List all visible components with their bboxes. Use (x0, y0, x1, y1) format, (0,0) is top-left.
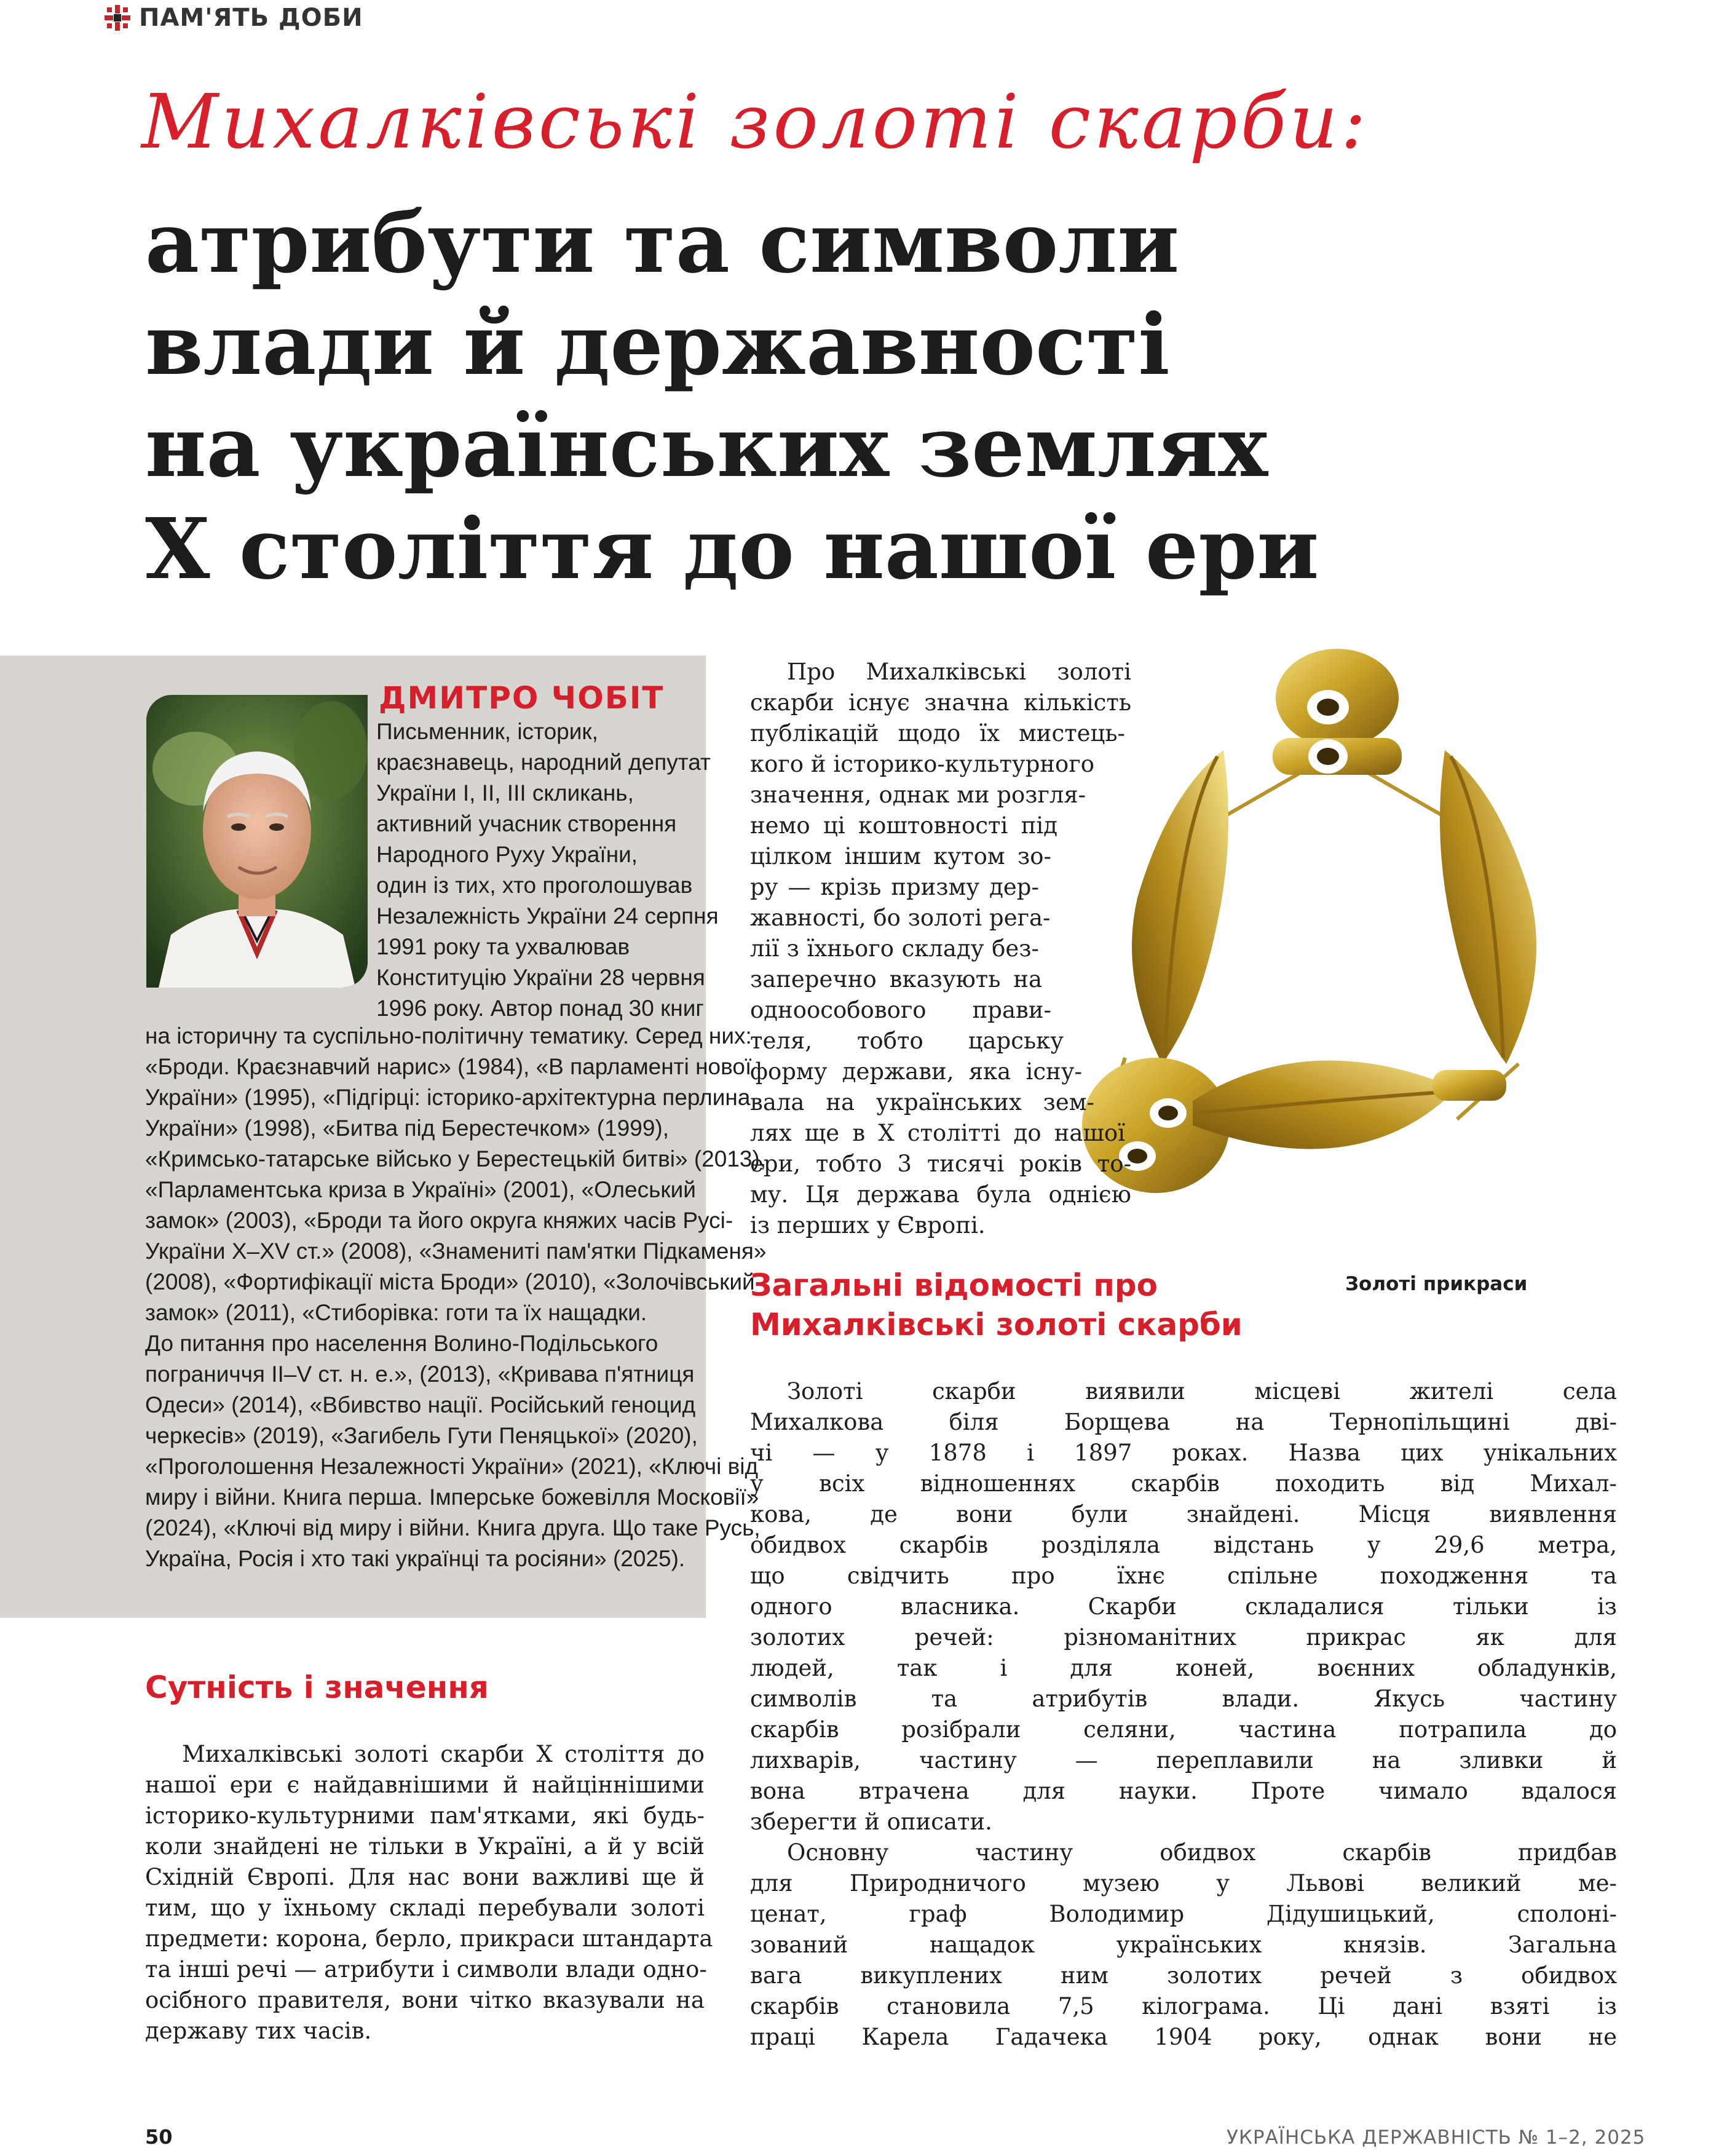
text-line: предмети: корона, берло, прикраси штандарта (145, 1925, 713, 1952)
bio-line: пограниччя II–V ст. н. е.», (2013), «Кривава п'ятниця (145, 1361, 695, 1387)
bio-line: Незалежність України 24 серпня (376, 903, 719, 929)
text-line: та інші речі — атрибути і символи влади одно- (145, 1956, 707, 1983)
text-line: у всіх відношеннях скарбів походить від Михал- (750, 1470, 1617, 1497)
text-line: чі — у 1878 і 1897 роках. Назва цих унікальних (750, 1440, 1617, 1466)
text-line: для Природничого музею у Львові великий ме- (750, 1870, 1617, 1896)
bio-line: Конституцію України 28 червня (376, 965, 705, 990)
bio-line: Одеси» (2014), «Вбивство нації. Російський геноцид (145, 1392, 696, 1417)
text-line: лії з їхнього складу без- (750, 935, 1039, 962)
text-line: державу тих часів. (145, 2018, 372, 2044)
author-portrait-icon (146, 695, 368, 988)
text-line: жавності, бо золоті рега- (750, 905, 1051, 931)
text-line: лихварів, частину — переплавили на зливки й (750, 1747, 1617, 1774)
text-line: значення, однак ми розгля- (750, 782, 1086, 808)
text-line: праці Карела Гадачека 1904 року, однак вони не (750, 2024, 1617, 2050)
author-name: ДМИТРО ЧОБІТ (379, 680, 665, 716)
bio-line: України I, II, III скликань, (376, 780, 634, 806)
title-line: влади й державності (145, 296, 1170, 394)
bio-line: Народного Руху України, (376, 842, 638, 867)
text-line: лях ще в Х столітті до нашої (750, 1120, 1125, 1146)
figure-caption: Золоті прикраси (1345, 1273, 1528, 1295)
text-line: заперечно вказують на (750, 966, 1042, 993)
text-line: вага викуплених ним золотих речей з обидвох (750, 1962, 1617, 1989)
text-line: цілком іншим кутом зо- (750, 843, 1051, 870)
text-line: тим, що у їхньому складі перебували золоті (145, 1895, 705, 1921)
text-line: Основну частину обидвох скарбів придбав (787, 1839, 1617, 1866)
title-line: Х століття до нашої ери (145, 500, 1319, 598)
text-line: із перших у Європі. (750, 1212, 986, 1239)
bio-line: «Броди. Краєзнавчий нарис» (1984), «В парламенті нової (145, 1054, 752, 1079)
text-line: ру — крізь призму дер- (750, 874, 1039, 900)
text-line: ери, тобто 3 тисячі років то- (750, 1151, 1131, 1177)
text-line: золотих речей: різноманітних прикрас як для (750, 1624, 1617, 1651)
text-line: му. Ця держава була однією (750, 1181, 1131, 1208)
text-line: коли знайдені не тільки в Україні, а й у всій (145, 1833, 705, 1860)
text-line: символів та атрибутів влади. Якусь частину (750, 1686, 1617, 1712)
text-line: Східній Європі. Для нас вони важливі ще й (145, 1864, 705, 1890)
bio-line: (2024), «Ключі від миру і війни. Книга друга. Що таке Русь, (145, 1515, 761, 1540)
bio-line: Письменник, історик, (376, 719, 598, 744)
heading-line: Загальні відомості про (750, 1267, 1158, 1303)
text-line: публікацій щодо їх мистець- (750, 720, 1125, 747)
bio-line: «Проголошення Незалежності України» (2021), «Ключі від (145, 1454, 759, 1479)
text-line: форму держави, яка існу- (750, 1058, 1082, 1085)
text-line: зований нащадок українських князів. Загальна (750, 1932, 1617, 1958)
section-tag (102, 0, 363, 36)
bio-line: (2008), «Фортифікації міста Броди» (2010), «Золочівський (145, 1269, 755, 1294)
text-line: кова, де вони були знайдені. Місця виявлення (750, 1501, 1617, 1528)
text-line: історико-культурними пам'ятками, які будь- (145, 1802, 705, 1829)
section-heading-essence: Сутність і значення (145, 1670, 489, 1705)
section-heading-general (750, 1266, 1243, 1344)
bio-line: 1991 року та ухвалював (376, 934, 630, 959)
title-main (145, 192, 1621, 600)
essence-body (145, 1739, 713, 2047)
title-line: атрибути та символи (145, 194, 1180, 292)
author-photo (146, 695, 368, 988)
text-line: кого й історико-культурного (750, 751, 1094, 777)
bio-line: 1996 року. Автор понад 30 книг (376, 996, 704, 1021)
page-number: 50 (145, 2125, 173, 2149)
title-line: на українських землях (145, 398, 1268, 496)
section-label: ПАМ'ЯТЬ ДОБИ (139, 4, 363, 32)
journal-name: УКРАЇНСЬКА ДЕРЖАВНІСТЬ № 1–2, 2025 (1227, 2126, 1646, 2149)
title-script-line: Михалківські золоті скарби: (141, 78, 1369, 165)
intro-paragraph (750, 657, 1131, 1241)
bio-line: один із тих, хто проголошував (376, 873, 693, 898)
text-line: теля, тобто царську (750, 1028, 1064, 1054)
text-line: обидвох скарбів розділяла відстань у 29,6 метра, (750, 1532, 1617, 1558)
ornament-icon (102, 2, 133, 33)
author-bio-bottom (145, 1021, 767, 1574)
text-line: нашої ери є найдавнішими й найціннішими (145, 1772, 705, 1798)
text-line: що свідчить про їхнє спільне походження та (750, 1563, 1617, 1589)
text-line: зберегти й описати. (750, 1809, 992, 1835)
bio-line: Україна, Росія і хто такі українці та росіяни» (2025). (145, 1546, 686, 1571)
bio-line: України X–XV ст.» (2008), «Знамениті пам'ятки Підкаменя» (145, 1239, 767, 1264)
bio-line: «Парламентська криза в Україні» (2001), «Олеський (145, 1177, 696, 1202)
bio-line: «Кримсько-татарське військо у Берестецькій битві» (2013), (145, 1146, 767, 1171)
bio-line: замок» (2003), «Броди та його округа княжих часів Русі- (145, 1208, 733, 1233)
bio-line: України» (1998), «Битва під Берестечком» (1999), (145, 1116, 670, 1141)
general-body (750, 1376, 1617, 2053)
text-line: скарбів становила 7,5 кілограма. Ці дані взяті із (750, 1993, 1617, 2019)
text-line: вала на українських зем- (750, 1089, 1094, 1116)
text-line: осібного правителя, вони чітко вказували на (145, 1987, 705, 2013)
bio-line: на історичну та суспільно-політичну тематику. Серед них: (145, 1023, 752, 1048)
bio-line: До питання про населення Волино-Подільського (145, 1331, 658, 1356)
text-line: ценат, граф Володимир Дідушицький, сполоні- (750, 1901, 1617, 1927)
text-line: вона втрачена для науки. Проте чимало вдалося (750, 1778, 1617, 1804)
text-line: немо ці коштовності під (750, 812, 1057, 839)
text-line: людей, так і для коней, воєнних обладунків, (750, 1655, 1617, 1681)
bio-line: краєзнавець, народний депутат (376, 750, 711, 775)
text-line: одноособового прави- (750, 997, 1051, 1023)
text-line: Золоті скарби виявили місцеві жителі села (787, 1378, 1617, 1405)
text-line: Михалківські золоті скарби X століття до (182, 1741, 705, 1767)
bio-line: миру і війни. Книга перша. Імперське божевілля Московії» (145, 1484, 759, 1510)
text-line: скарби існує значна кількість (750, 689, 1131, 716)
text-line: Михалкова біля Борщева на Тернопільщині дві- (750, 1409, 1617, 1435)
author-bio-top (376, 716, 719, 1024)
bio-line: черкесів» (2019), «Загибель Гути Пеняцької» (2020), (145, 1423, 698, 1448)
heading-line: Михалківські золоті скарби (750, 1307, 1243, 1342)
text-line: Про Михалківські золоті (787, 659, 1131, 685)
bio-line: України» (1995), «Підгірці: історико-архітектурна перлина (145, 1085, 751, 1110)
text-line: скарбів розібрали селяни, частина потрапила до (750, 1716, 1617, 1743)
text-line: одного власника. Скарби складалися тільки із (750, 1593, 1617, 1620)
bio-line: активний учасник створення (376, 811, 677, 836)
bio-line: замок» (2011), «Стиборівка: готи та їх нащадки. (145, 1300, 647, 1325)
